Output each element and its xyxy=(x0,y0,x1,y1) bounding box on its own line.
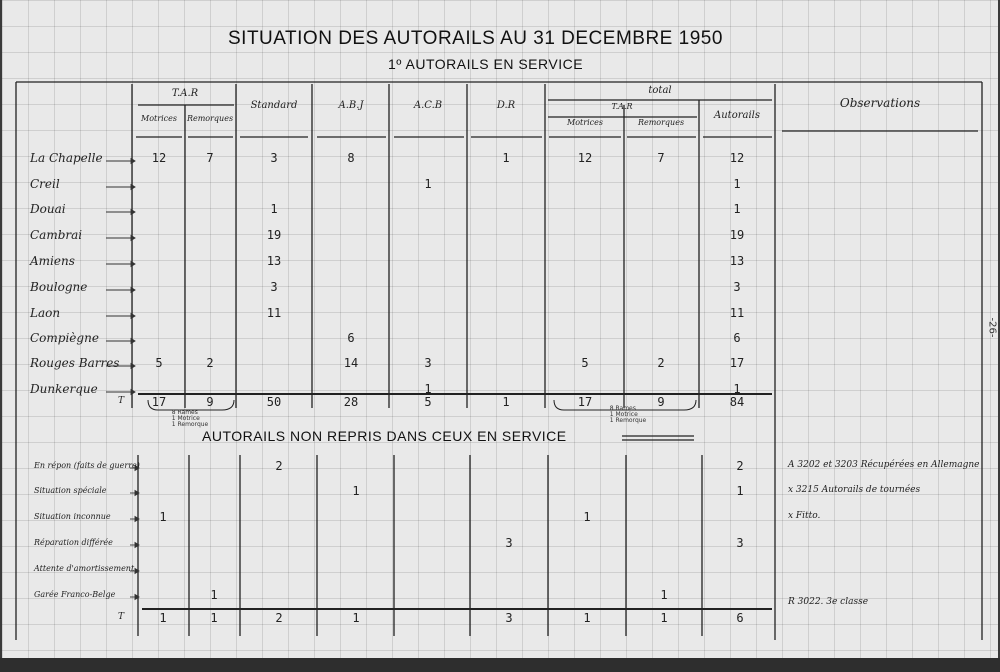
header-observations: Observations xyxy=(839,96,921,110)
header-autorails: Autorails xyxy=(714,110,760,121)
row-label: Amiens xyxy=(30,254,75,268)
arrow-head xyxy=(131,236,135,241)
observation-note: x Fitto. xyxy=(788,511,821,521)
total-cell: 28 xyxy=(343,395,359,409)
table-cell: 3 xyxy=(736,536,744,550)
table-cell: 3 xyxy=(270,280,278,294)
table-cell: 1 xyxy=(352,484,360,498)
table-cell: 1 xyxy=(660,588,668,602)
table-cell: 1 xyxy=(424,177,432,191)
table-cell: 1 xyxy=(733,202,741,216)
table-cell: 3 xyxy=(733,280,741,294)
row-label: Attente d'amortissement xyxy=(34,564,135,573)
table-cell: 13 xyxy=(729,254,745,268)
page-edge xyxy=(0,658,1000,672)
arrow-head xyxy=(131,364,135,369)
table-cell: 11 xyxy=(729,306,745,320)
header-total-remorques: Remorques xyxy=(637,118,685,127)
header-total-tar: T.A.R xyxy=(611,102,633,111)
arrow-head xyxy=(131,185,135,190)
total-cell: 9 xyxy=(657,395,665,409)
header-total-motrices: Motrices xyxy=(567,118,603,127)
page-title: SITUATION DES AUTORAILS AU 31 DECEMBRE 1950 xyxy=(228,28,723,49)
row-label: Cambrai xyxy=(30,228,83,242)
table-cell: 19 xyxy=(266,228,282,242)
row-label: En répon (faits de guerre) xyxy=(34,461,140,470)
arrow-head xyxy=(131,288,135,293)
header-dr: D.R xyxy=(496,100,516,111)
total-cell: 3 xyxy=(505,611,513,625)
table-cell: 2 xyxy=(206,356,214,370)
observation-note: R 3022. 3e classe xyxy=(788,597,869,607)
arrow-head xyxy=(131,159,135,164)
row-label: Situation spéciale xyxy=(34,486,107,495)
total-cell: 17 xyxy=(151,395,167,409)
row-label: Garée Franco-Belge xyxy=(34,590,116,599)
table-cell: 7 xyxy=(206,151,214,165)
total-cell: 9 xyxy=(206,395,214,409)
total-cell: 1 xyxy=(583,611,591,625)
bracket-note-left: 8 Rames 1 Motrice 1 Remorque xyxy=(171,409,209,428)
table-cell: 1 xyxy=(270,202,278,216)
total-label: T xyxy=(118,612,125,622)
header-tar: T.A.R xyxy=(171,88,199,99)
table-cell: 3 xyxy=(505,536,513,550)
header-total: total xyxy=(648,85,672,96)
table-cell: 8 xyxy=(347,151,355,165)
total-cell: 50 xyxy=(266,395,282,409)
observation-note: A 3202 et 3203 Récupérées en Allemagne xyxy=(788,460,980,470)
ledger-sheet xyxy=(2,0,998,660)
header-acb: A.C.B xyxy=(413,100,443,111)
section-title-service: 1º AUTORAILS EN SERVICE xyxy=(388,56,584,72)
header-motrices: Motrices xyxy=(141,114,177,123)
total-cell: 5 xyxy=(424,395,432,409)
row-label: La Chapelle xyxy=(30,151,103,165)
table-cell: 1 xyxy=(502,151,510,165)
arrow-head xyxy=(131,262,135,267)
row-label: Laon xyxy=(30,306,61,320)
row-label: Boulogne xyxy=(30,280,88,294)
table-cell: 12 xyxy=(729,151,745,165)
total-cell: 2 xyxy=(275,611,283,625)
arrow-head xyxy=(131,390,135,395)
total-cell: 84 xyxy=(729,395,745,409)
row-label: Rouges Barres xyxy=(30,356,120,370)
table-cell: 11 xyxy=(266,306,282,320)
table-cell: 19 xyxy=(729,228,745,242)
table-cell: 13 xyxy=(266,254,282,268)
table-cell: 1 xyxy=(159,510,167,524)
table-cell: 7 xyxy=(657,151,665,165)
table-cell: 1 xyxy=(733,382,741,396)
header-standard: Standard xyxy=(250,100,298,111)
table-cell: 1 xyxy=(733,177,741,191)
row-label: Dunkerque xyxy=(30,382,98,396)
total-cell: 1 xyxy=(352,611,360,625)
arrow-head xyxy=(131,339,135,344)
total-cell: 1 xyxy=(660,611,668,625)
row-label: Compiègne xyxy=(30,331,99,345)
table-cell: 2 xyxy=(736,459,744,473)
table-cell: 12 xyxy=(151,151,167,165)
total-cell: 6 xyxy=(736,611,744,625)
arrow-head xyxy=(131,210,135,215)
header-abj: A.B.J xyxy=(338,100,364,111)
total-cell: 1 xyxy=(502,395,510,409)
page-number: -26- xyxy=(986,317,998,338)
row-label: Douai xyxy=(30,202,66,216)
table-cell: 3 xyxy=(270,151,278,165)
bracket-note-right: 8 Rames 1 Motrice 1 Remorque xyxy=(609,405,647,424)
total-label: T xyxy=(118,396,125,406)
arrow-head xyxy=(131,314,135,319)
table-cell: 2 xyxy=(275,459,283,473)
row-label: Creil xyxy=(30,177,60,191)
table-cell: 17 xyxy=(729,356,745,370)
observation-note: x 3215 Autorails de tournées xyxy=(788,485,921,495)
table-cell: 1 xyxy=(424,382,432,396)
row-label: Situation inconnue xyxy=(34,512,111,521)
table-cell: 6 xyxy=(733,331,741,345)
section-title-non-service: AUTORAILS NON REPRIS DANS CEUX EN SERVICE xyxy=(202,428,567,444)
table-cell: 3 xyxy=(424,356,432,370)
table-cell: 12 xyxy=(577,151,593,165)
table-cell: 1 xyxy=(736,484,744,498)
table-cell: 5 xyxy=(155,356,163,370)
table-cell: 5 xyxy=(581,356,589,370)
total-cell: 1 xyxy=(159,611,167,625)
table-cell: 14 xyxy=(343,356,359,370)
table-cell: 1 xyxy=(210,588,218,602)
table-cell: 6 xyxy=(347,331,355,345)
total-cell: 17 xyxy=(577,395,593,409)
total-cell: 1 xyxy=(210,611,218,625)
table-cell: 2 xyxy=(657,356,665,370)
header-remorques: Remorques xyxy=(186,114,234,123)
row-label: Réparation différée xyxy=(34,538,113,547)
table-cell: 1 xyxy=(583,510,591,524)
